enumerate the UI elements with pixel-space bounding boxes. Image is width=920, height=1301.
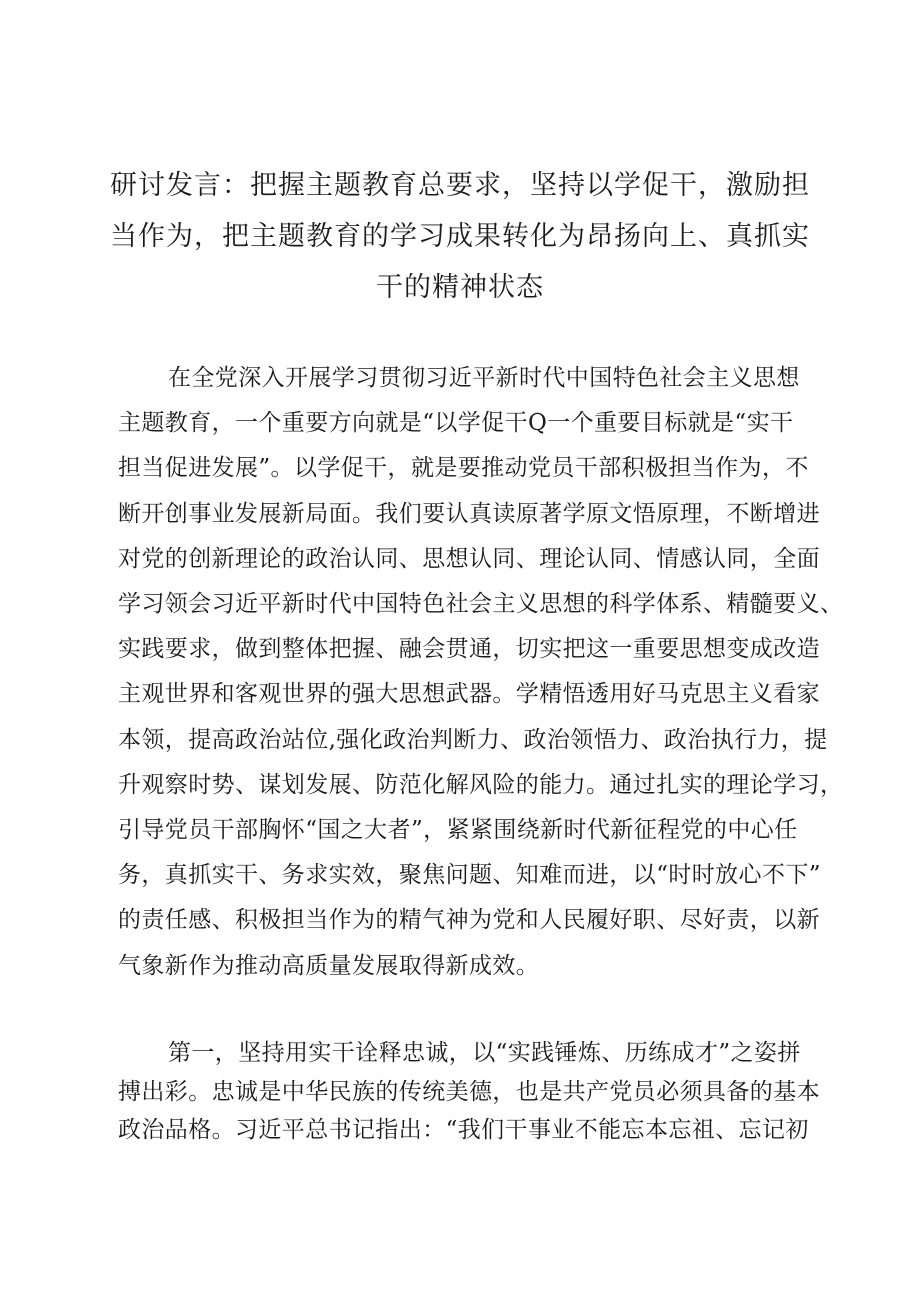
- paragraph-line: 担当促进发展”。以学促干，就是要推动党员干部积极担当作为，不: [118, 455, 809, 482]
- paragraph-line: 搏出彩。忠诚是中华民族的传统美德，也是共产党员必须具备的基本: [118, 1078, 820, 1105]
- title-line: 当作为，把主题教育的学习成果转化为昂扬向上、真抓实: [110, 221, 810, 252]
- paragraph-line: 主观世界和客观世界的强大思想武器。学精悟透用好马克思主义看家: [118, 681, 820, 708]
- paragraph-line: 的责任感、积极担当作为的精气神为党和人民履好职、尽好责，以新: [118, 907, 820, 934]
- paragraph-line: 断开创事业发展新局面。我们要认真读原著学原文悟原理，不断增进: [118, 500, 820, 527]
- title-line: 干的精神状态: [376, 272, 544, 303]
- paragraph-line: 实践要求，做到整体把握、融会贯通，切实把这一重要思想变成改造: [118, 636, 820, 663]
- paragraph-line: 主题教育，一个重要方向就是“以学促干Q一个重要目标就是“实干: [118, 410, 794, 437]
- paragraph-line: 务，真抓实干、务求实效，聚焦问题、知难而进，以“时时放心不下”: [118, 862, 821, 889]
- paragraph-line: 升观察时势、谋划发展、防范化解风险的能力。通过扎实的理论学习，: [118, 771, 844, 798]
- paragraph-line: 气象新作为推动高质量发展取得新成效。: [118, 952, 540, 979]
- paragraph-line: 政治品格。习近平总书记指出：“我们干事业不能忘本忘祖、忘记初: [118, 1117, 809, 1143]
- title-line: 研讨发言：把握主题教育总要求，坚持以学促干，激励担: [110, 170, 810, 201]
- paragraph-line: 本领，提高政治站位,强化政治判断力、政治领悟力、政治执行力，提: [118, 726, 828, 753]
- paragraph-line: 学习领会习近平新时代中国特色社会主义思想的科学体系、精髓要义、: [118, 591, 844, 618]
- paragraph-line: 引导党员干部胸怀“国之大者”，紧紧围绕新时代新征程党的中心任: [118, 817, 798, 844]
- paragraph-1: [118, 356, 844, 989]
- paragraph-line: 第一，坚持用实干诠释忠诚，以“实践锤炼、历练成才”之姿拼: [168, 1040, 801, 1066]
- document-title: [110, 160, 810, 313]
- paragraph-line: 对党的创新理论的政治认同、思想认同、理论认同、情感认同，全面: [118, 545, 820, 572]
- paragraph-2: [118, 1034, 830, 1150]
- paragraph-line: 在全党深入开展学习贯彻习近平新时代中国特色社会主义思想: [168, 365, 800, 391]
